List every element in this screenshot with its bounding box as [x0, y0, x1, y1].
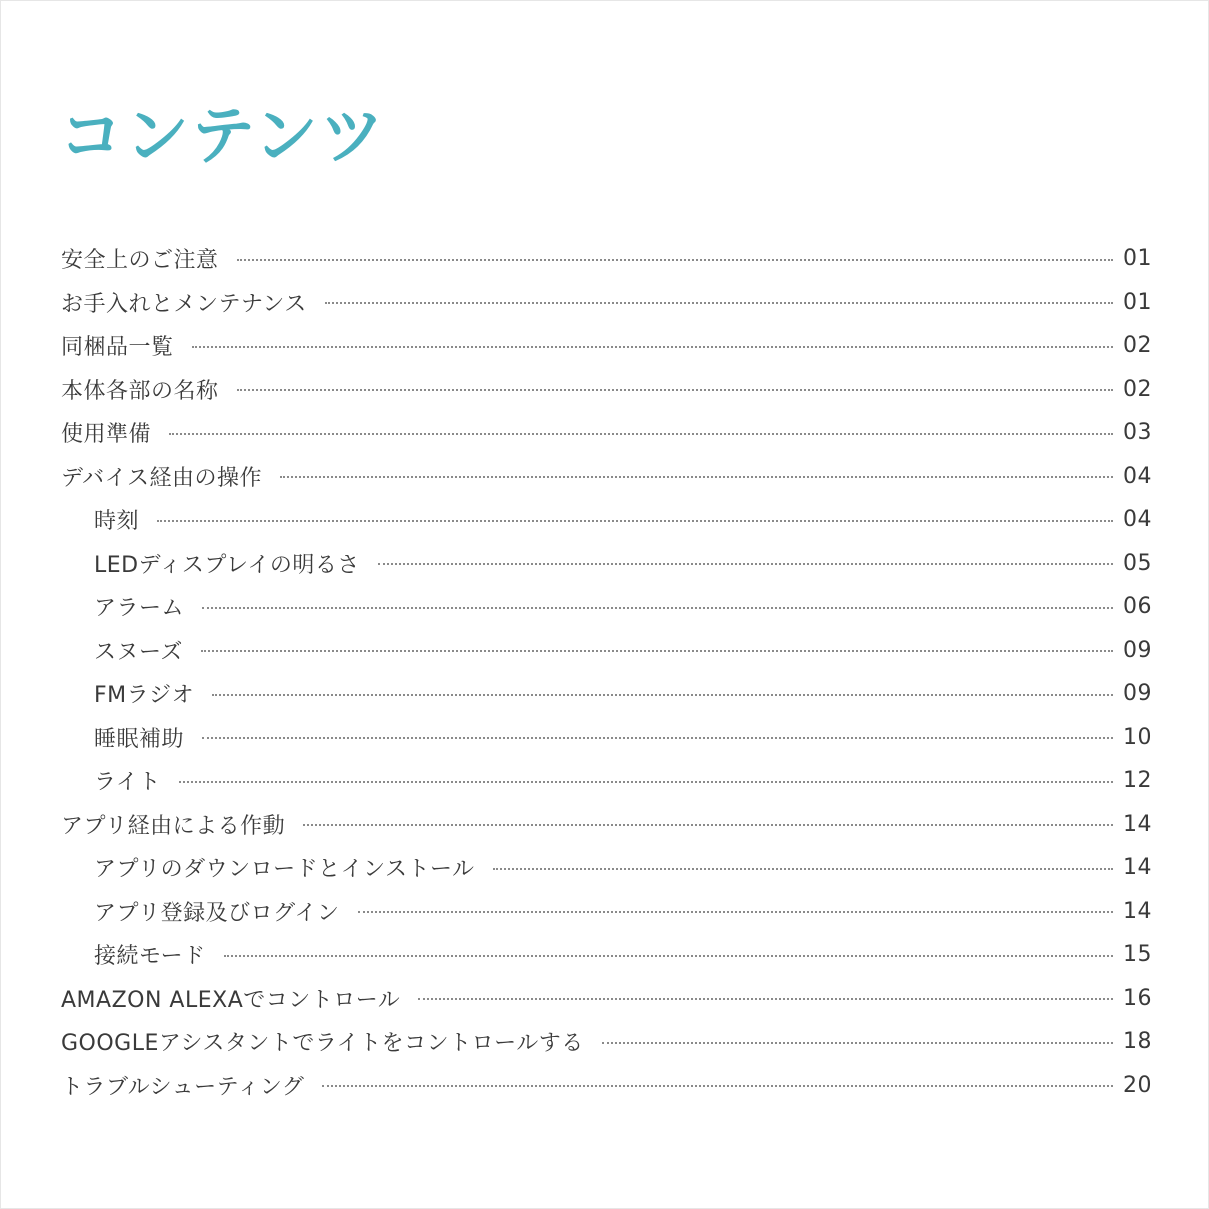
dot-leader — [322, 1085, 1113, 1087]
dot-leader — [325, 302, 1113, 304]
toc-entry — [61, 1020, 1151, 1064]
toc-entry-label: 使用準備 — [61, 422, 152, 448]
dot-leader — [358, 911, 1113, 913]
toc-entry-page-number: 09 — [1123, 637, 1152, 663]
toc-entry-page-number: 12 — [1123, 768, 1152, 794]
dot-leader — [212, 694, 1113, 696]
dot-leader — [201, 650, 1113, 652]
toc-entry-label: AMAZON ALEXAでコントロール — [61, 987, 401, 1013]
toc-entry — [61, 1064, 1151, 1108]
toc-entry — [61, 368, 1151, 412]
toc-entry-label: 睡眠補助 — [94, 726, 185, 752]
dot-leader — [237, 259, 1113, 261]
toc-entry-page-number: 14 — [1123, 855, 1152, 881]
toc-entry — [61, 803, 1151, 847]
dot-leader — [169, 433, 1113, 435]
toc-entry-label: アプリ経由による作動 — [61, 813, 286, 839]
toc-entry — [61, 455, 1151, 499]
toc-entry — [61, 498, 1151, 542]
toc-entry — [61, 933, 1151, 977]
toc-entry — [61, 585, 1151, 629]
toc-entry-page-number: 04 — [1123, 463, 1152, 489]
toc-entry-page-number: 15 — [1123, 942, 1152, 968]
toc-entry-page-number: 10 — [1123, 724, 1152, 750]
toc-entry-label: アラーム — [94, 596, 185, 622]
toc-entry — [61, 324, 1151, 368]
dot-leader — [179, 781, 1113, 783]
toc-entry-label: トラブルシューティング — [61, 1074, 305, 1100]
toc-entry-label: 接続モード — [94, 944, 206, 970]
toc-entry-page-number: 09 — [1123, 681, 1152, 707]
toc-entry — [61, 237, 1151, 281]
toc-entry-label: 安全上のご注意 — [61, 248, 219, 274]
toc-entry — [61, 759, 1151, 803]
toc-entry-page-number: 01 — [1123, 289, 1152, 315]
dot-leader — [280, 476, 1113, 478]
toc-entry — [61, 716, 1151, 760]
page-title: コンテンツ — [59, 100, 386, 174]
toc-entry-page-number: 18 — [1123, 1029, 1152, 1055]
toc-entry-page-number: 14 — [1123, 811, 1152, 837]
dot-leader — [192, 346, 1113, 348]
toc-entry-label: アプリのダウンロードとインストール — [94, 857, 475, 883]
toc-entry — [61, 977, 1151, 1021]
toc-entry-label: FMラジオ — [94, 683, 195, 709]
dot-leader — [202, 737, 1113, 739]
toc-entry — [61, 411, 1151, 455]
toc-entry-label: GOOGLEアシスタントでライトをコントロールする — [61, 1031, 584, 1057]
dot-leader — [303, 824, 1113, 826]
toc-entry — [61, 672, 1151, 716]
toc-entry — [61, 629, 1151, 673]
toc-entry — [61, 846, 1151, 890]
dot-leader — [157, 520, 1113, 522]
toc-entry — [61, 890, 1151, 934]
toc-entry-page-number: 01 — [1123, 246, 1152, 272]
dot-leader — [237, 389, 1113, 391]
dot-leader — [418, 998, 1113, 1000]
toc-entry-page-number: 05 — [1123, 550, 1152, 576]
toc-entry-page-number: 20 — [1123, 1072, 1152, 1098]
toc-entry-label: ライト — [94, 770, 161, 796]
toc-entry-label: デバイス経由の操作 — [61, 465, 262, 491]
toc-entry-label: 本体各部の名称 — [61, 378, 219, 404]
toc-entry-page-number: 02 — [1123, 333, 1152, 359]
dot-leader — [224, 955, 1113, 957]
dot-leader — [378, 563, 1113, 565]
toc-entry-page-number: 06 — [1123, 594, 1152, 620]
toc-entry-label: スヌーズ — [94, 639, 183, 665]
toc-entry-page-number: 02 — [1123, 376, 1152, 402]
toc-entry-label: 時刻 — [94, 509, 140, 535]
toc-entry-page-number: 14 — [1123, 898, 1152, 924]
dot-leader — [202, 607, 1113, 609]
toc-entry-label: 同梱品一覧 — [61, 335, 174, 361]
toc-entry — [61, 542, 1151, 586]
toc-entry-page-number: 16 — [1123, 985, 1152, 1011]
dot-leader — [493, 868, 1113, 870]
toc-entry-page-number: 03 — [1123, 420, 1152, 446]
toc-entry-page-number: 04 — [1123, 507, 1152, 533]
table-of-contents — [61, 237, 1151, 1107]
toc-entry-label: アプリ登録及びログイン — [94, 900, 340, 926]
toc-entry-label: お手入れとメンテナンス — [61, 291, 307, 317]
toc-entry — [61, 281, 1151, 325]
toc-entry-label: LEDディスプレイの明るさ — [94, 552, 360, 578]
dot-leader — [602, 1042, 1113, 1044]
